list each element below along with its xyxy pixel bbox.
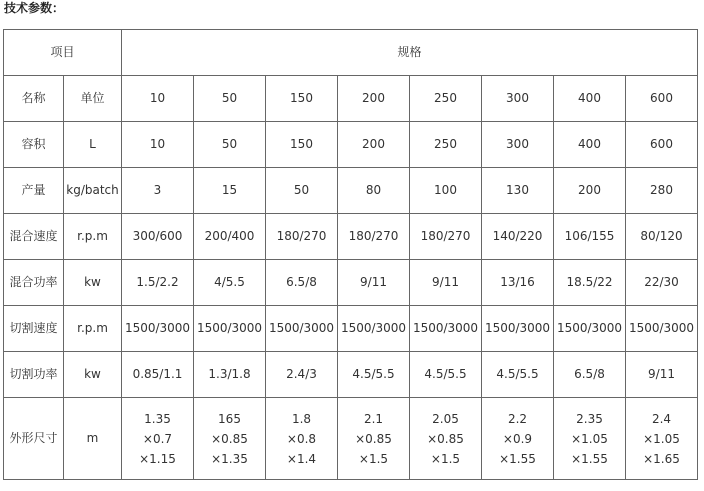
value-cell: 200/400 (194, 214, 266, 260)
value-cell: 1500/3000 (194, 306, 266, 352)
value-cell: 50 (194, 76, 266, 122)
dimension-cell (266, 398, 338, 480)
dimension-cell (122, 398, 194, 480)
value-cell: 0.85/1.1 (122, 352, 194, 398)
row-name: 产量 (4, 168, 64, 214)
value-cell: 180/270 (338, 214, 410, 260)
dimension-height: ×1.5 (358, 451, 389, 466)
row-name: 外形尺寸 (4, 398, 64, 480)
row-name: 混合速度 (4, 214, 64, 260)
dimension-length: 2.1 (363, 411, 384, 426)
dimension-width: ×1.05 (643, 431, 680, 446)
dimension-cell (554, 398, 626, 480)
value-cell: 300 (482, 76, 554, 122)
value-cell: 400 (554, 122, 626, 168)
row-name: 名称 (4, 76, 64, 122)
table-row-dimensions (4, 398, 698, 480)
table-row (4, 214, 698, 260)
value-cell: 18.5/22 (554, 260, 626, 306)
value-cell: 2.4/3 (266, 352, 338, 398)
value-cell: 180/270 (266, 214, 338, 260)
value-cell: 200 (338, 76, 410, 122)
dimension-width: ×0.7 (142, 431, 173, 446)
dimension-length: 1.8 (291, 411, 312, 426)
dimension-cell (338, 398, 410, 480)
value-cell: 180/270 (410, 214, 482, 260)
row-unit: kw (64, 260, 122, 306)
dimension-height: ×1.65 (643, 451, 680, 466)
value-cell: 80/120 (626, 214, 698, 260)
value-cell: 600 (626, 76, 698, 122)
value-cell: 1500/3000 (410, 306, 482, 352)
dimension-height: ×1.15 (139, 451, 176, 466)
row-unit: kg/batch (64, 168, 122, 214)
row-unit: r.p.m (64, 214, 122, 260)
row-unit: L (64, 122, 122, 168)
value-cell: 4.5/5.5 (482, 352, 554, 398)
value-cell: 150 (266, 76, 338, 122)
dimension-width: ×0.85 (427, 431, 464, 446)
dimension-cell (626, 398, 698, 480)
dimension-width: ×0.8 (286, 431, 317, 446)
value-cell: 4.5/5.5 (410, 352, 482, 398)
value-cell: 106/155 (554, 214, 626, 260)
dimension-height: ×1.5 (430, 451, 461, 466)
value-cell: 1.3/1.8 (194, 352, 266, 398)
dimension-width: ×0.9 (502, 431, 533, 446)
row-name: 混合功率 (4, 260, 64, 306)
value-cell: 300 (482, 122, 554, 168)
section-title: 技术参数： (4, 1, 65, 15)
value-cell: 250 (410, 122, 482, 168)
table-row (4, 76, 698, 122)
dimension-height: ×1.55 (571, 451, 608, 466)
value-cell: 10 (122, 76, 194, 122)
dimension-height: ×1.35 (211, 451, 248, 466)
value-cell: 9/11 (410, 260, 482, 306)
value-cell: 9/11 (338, 260, 410, 306)
table-row (4, 122, 698, 168)
value-cell: 9/11 (626, 352, 698, 398)
row-unit: r.p.m (64, 306, 122, 352)
value-cell: 1500/3000 (122, 306, 194, 352)
value-cell: 1500/3000 (266, 306, 338, 352)
value-cell: 1500/3000 (554, 306, 626, 352)
header-spec-cell: 规格 (122, 30, 698, 76)
value-cell: 1.5/2.2 (122, 260, 194, 306)
header-row (4, 30, 698, 76)
value-cell: 10 (122, 122, 194, 168)
table-row (4, 352, 698, 398)
value-cell: 130 (482, 168, 554, 214)
value-cell: 200 (338, 122, 410, 168)
value-cell: 80 (338, 168, 410, 214)
value-cell: 280 (626, 168, 698, 214)
value-cell: 50 (266, 168, 338, 214)
value-cell: 400 (554, 76, 626, 122)
dimension-length: 2.05 (432, 411, 459, 426)
value-cell: 6.5/8 (266, 260, 338, 306)
dimension-cell (194, 398, 266, 480)
value-cell: 150 (266, 122, 338, 168)
table-row (4, 168, 698, 214)
dimension-length: 2.4 (651, 411, 672, 426)
dimension-length: 165 (218, 411, 241, 426)
value-cell: 6.5/8 (554, 352, 626, 398)
spec-table (3, 29, 698, 480)
header-item-cell: 项目 (4, 30, 122, 76)
value-cell: 4.5/5.5 (338, 352, 410, 398)
row-unit: 单位 (64, 76, 122, 122)
dimension-width: ×1.05 (571, 431, 608, 446)
value-cell: 50 (194, 122, 266, 168)
dimension-length: 2.35 (576, 411, 603, 426)
value-cell: 1500/3000 (338, 306, 410, 352)
row-unit: kw (64, 352, 122, 398)
value-cell: 4/5.5 (194, 260, 266, 306)
dimension-height: ×1.55 (499, 451, 536, 466)
table-row (4, 306, 698, 352)
value-cell: 600 (626, 122, 698, 168)
row-name: 切割速度 (4, 306, 64, 352)
dimension-cell (410, 398, 482, 480)
value-cell: 3 (122, 168, 194, 214)
value-cell: 140/220 (482, 214, 554, 260)
dimension-height: ×1.4 (286, 451, 317, 466)
dimension-width: ×0.85 (211, 431, 248, 446)
value-cell: 1500/3000 (482, 306, 554, 352)
value-cell: 300/600 (122, 214, 194, 260)
value-cell: 200 (554, 168, 626, 214)
row-name: 容积 (4, 122, 64, 168)
dimension-width: ×0.85 (355, 431, 392, 446)
dimension-length: 2.2 (507, 411, 528, 426)
value-cell: 250 (410, 76, 482, 122)
row-name: 切割功率 (4, 352, 64, 398)
value-cell: 100 (410, 168, 482, 214)
dimension-cell (482, 398, 554, 480)
value-cell: 1500/3000 (626, 306, 698, 352)
value-cell: 22/30 (626, 260, 698, 306)
row-unit: m (64, 398, 122, 480)
table-row (4, 260, 698, 306)
value-cell: 13/16 (482, 260, 554, 306)
dimension-length: 1.35 (144, 411, 171, 426)
value-cell: 15 (194, 168, 266, 214)
